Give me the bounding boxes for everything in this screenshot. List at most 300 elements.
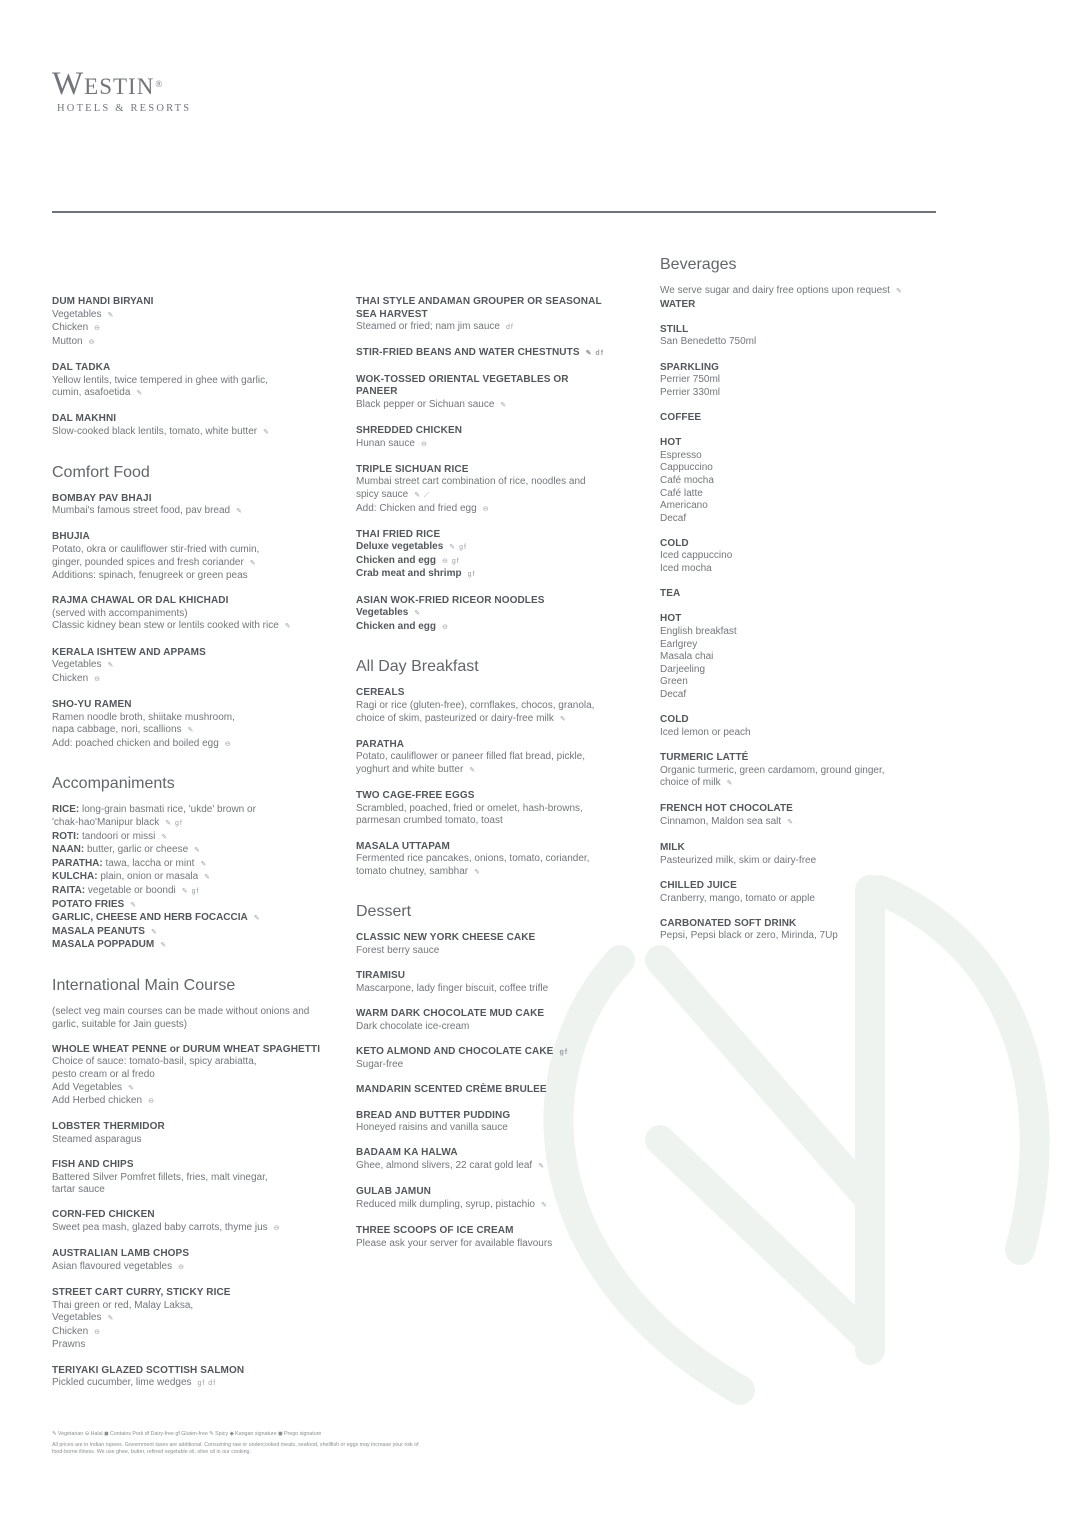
item-description: [52, 939, 322, 953]
item-description: [660, 765, 910, 778]
dietary-icon: ✎: [107, 311, 115, 319]
item-name: [660, 842, 910, 855]
dietary-icon: ⊖: [420, 440, 428, 448]
logo-subtitle: HOTELS & RESORTS: [57, 103, 192, 114]
item-text: Yellow lentils, twice tempered in ghee with garlic,: [52, 374, 268, 386]
item-name: [52, 699, 322, 712]
item-text: Please ask your server for available flavours: [356, 1237, 553, 1249]
item-text: Chicken: [52, 1325, 89, 1337]
item-description: [660, 299, 910, 312]
menu-item: [660, 880, 910, 905]
item-description: [356, 700, 606, 713]
item-label: Deluxe vegetables: [356, 541, 444, 553]
item-description: [52, 336, 322, 350]
item-text: Add: poached chicken and boiled egg: [52, 737, 219, 749]
item-text: Organic turmeric, green cardamom, ground ginger,: [660, 764, 885, 776]
header-divider: [52, 211, 936, 213]
item-text: Cranberry, mango, tomato or apple: [660, 892, 815, 904]
item-text: (select veg main courses can be made without onions and: [52, 1005, 310, 1017]
menu-item: [356, 1110, 606, 1135]
menu-column-1: [52, 296, 322, 1403]
item-description: [356, 1160, 606, 1174]
item-name-text: ASIAN WOK-FRIED RICEOR NOODLES: [356, 594, 545, 606]
item-description: [660, 626, 910, 639]
item-text: Black pepper or Sichuan sauce: [356, 398, 495, 410]
menu-item: [52, 1159, 322, 1197]
dietary-icon: ✎: [263, 428, 270, 436]
dietary-icon: ✎: [249, 559, 257, 567]
item-name-text: KERALA ISHTEW AND APPAMS: [52, 646, 206, 658]
item-name: [660, 918, 910, 931]
dietary-icon: df: [505, 324, 514, 332]
dietary-icon: ✎: [414, 610, 422, 618]
menu-item: [52, 1287, 322, 1352]
section-title: Accompaniments: [52, 775, 175, 793]
item-description: [52, 673, 322, 687]
menu-item: [52, 1121, 322, 1146]
item-text: Ghee, almond slivers, 22 carat gold leaf: [356, 1160, 533, 1172]
menu-item: [356, 1046, 606, 1072]
item-label: NAAN:: [52, 844, 85, 856]
item-name: [660, 412, 910, 425]
item-name-text: GULAB JAMUN: [356, 1186, 431, 1198]
item-description: [660, 893, 910, 906]
item-description: [52, 1222, 322, 1236]
item-label: KULCHA:: [52, 871, 98, 883]
item-description: [660, 727, 910, 740]
menu-item: [52, 1365, 322, 1391]
item-name-text: DAL TADKA: [52, 361, 111, 373]
item-text: choice of milk: [660, 777, 721, 789]
item-label: WATER: [660, 298, 696, 310]
item-text: Fermented rice pancakes, onions, tomato, coriander,: [356, 853, 590, 865]
item-description: [356, 1021, 606, 1034]
dietary-icon: gf df: [197, 1380, 217, 1388]
item-description: [660, 488, 910, 501]
item-description: [356, 438, 606, 452]
item-description: [52, 899, 322, 913]
item-name: [52, 493, 322, 506]
item-text: English breakfast: [660, 626, 737, 638]
item-name-text: WHOLE WHEAT PENNE or DURUM WHEAT SPAGHETTI: [52, 1043, 321, 1055]
item-text: garlic, suitable for Jain guests): [52, 1018, 188, 1030]
item-text: Café mocha: [660, 474, 714, 486]
item-name-text: BOMBAY PAV BHAJI: [52, 492, 152, 504]
item-text: tandoori or missi: [79, 830, 156, 842]
item-text: choice of skim, pasteurized or dairy-free milk: [356, 712, 554, 724]
dietary-icon: ✎: [107, 662, 115, 670]
item-description: [52, 1300, 322, 1313]
item-name-text: AUSTRALIAN LAMB CHOPS: [52, 1248, 190, 1260]
item-description: [356, 1238, 606, 1251]
menu-item: [52, 1044, 322, 1109]
menu-item: [52, 493, 322, 519]
item-text: Decaf: [660, 689, 687, 700]
item-description: [52, 620, 322, 634]
item-description: [660, 513, 910, 526]
item-text: parmesan crumbed tomato, toast: [356, 815, 503, 827]
item-name: [52, 1044, 322, 1057]
dietary-icon: ✎: [284, 623, 292, 631]
dietary-icon: ⊖ gf: [442, 557, 460, 565]
item-description: [356, 476, 606, 489]
item-description: [52, 858, 322, 872]
dietary-icon: ⊖: [442, 623, 449, 631]
item-description: [660, 387, 910, 400]
item-description: [660, 450, 910, 463]
item-text: vegetable or boondi: [85, 884, 176, 896]
item-description: [52, 1134, 322, 1147]
item-description: [52, 557, 322, 571]
dietary-icon: ⊖: [94, 1328, 102, 1336]
item-text: Decaf: [660, 512, 687, 524]
item-name-text: CEREALS: [356, 687, 405, 699]
item-description: [52, 375, 322, 388]
item-name: [356, 1008, 606, 1021]
item-text: yoghurt and white butter: [356, 764, 464, 775]
item-description: [660, 930, 910, 943]
menu-item: [52, 699, 322, 751]
item-description: [52, 804, 322, 817]
menu-footer: [52, 1431, 572, 1457]
dietary-icon: ⊖: [94, 325, 102, 333]
item-name: [660, 324, 910, 337]
item-name: [52, 1365, 322, 1378]
item-text: butter, garlic or cheese: [84, 844, 189, 856]
item-text: napa cabbage, nori, scallions: [52, 724, 182, 736]
menu-section: [356, 658, 606, 879]
item-description: [660, 689, 910, 702]
item-text: We serve sugar and dairy free options upon request: [660, 285, 890, 296]
menu-item: [52, 1006, 322, 1031]
item-text: Sugar-free: [356, 1059, 404, 1071]
item-name: [52, 1209, 322, 1222]
item-text: ginger, pounded spices and fresh coriander: [52, 556, 244, 568]
item-label: MASALA PEANUTS: [52, 925, 145, 937]
item-text: cumin, asafoetida: [52, 387, 131, 399]
dietary-icon: ✎: [538, 1163, 546, 1171]
dietary-icon: ✎: [200, 860, 208, 868]
item-name: [356, 1225, 606, 1238]
menu-item: [660, 714, 910, 739]
menu-item: [356, 374, 606, 413]
menu-item: [52, 595, 322, 634]
item-name-text: CORN-FED CHICKEN: [52, 1209, 155, 1221]
item-text: Iced cappuccino: [660, 550, 733, 562]
item-text: Pasteurized milk, skim or dairy-free: [660, 854, 817, 866]
item-label: POTATO FRIES: [52, 898, 125, 910]
item-text: Pepsi, Pepsi black or zero, Mirinda, 7Up: [660, 930, 838, 942]
item-description: [660, 816, 910, 830]
item-text: Scrambled, poached, fried or omelet, hash-browns,: [356, 802, 583, 814]
item-text: Cinnamon, Maldon sea salt: [660, 815, 782, 827]
item-name-text: WARM DARK CHOCOLATE MUD CAKE: [356, 1007, 545, 1019]
item-description: [356, 866, 606, 880]
dietary-icon: ✎ gf: [165, 820, 183, 827]
dietary-icon: ✎: [559, 715, 567, 723]
menu-item: [660, 588, 910, 601]
item-description: [356, 399, 606, 413]
item-name: [356, 790, 606, 803]
dietary-icon: ✎: [128, 1084, 135, 1092]
item-name: [660, 588, 910, 601]
item-text: long-grain basmati rice, 'ukde' brown or: [79, 804, 256, 816]
item-name: [52, 595, 322, 608]
item-description: [52, 1056, 322, 1069]
item-name-text: TERIYAKI GLAZED SCOTTISH SALMON: [52, 1364, 245, 1376]
menu-item: [356, 841, 606, 880]
item-label: PARATHA:: [52, 857, 103, 869]
dietary-icon: ⊖: [482, 505, 490, 513]
menu-item: [356, 464, 606, 516]
item-text: Iced mocha: [660, 563, 712, 575]
item-name-text: SHREDDED CHICKEN: [356, 424, 463, 436]
item-description: [660, 475, 910, 488]
item-text: Chicken: [52, 322, 89, 334]
menu-item: [356, 1147, 606, 1173]
dietary-icon: ✎: [253, 915, 261, 923]
menu-item: [660, 803, 910, 829]
menu-item: [356, 529, 606, 582]
item-description: [52, 817, 322, 831]
item-name-text: SHO-YU RAMEN: [52, 699, 132, 711]
logo-wordmark: Westin: [52, 66, 155, 102]
menu-item: [356, 347, 606, 361]
dietary-icon: ✎: [161, 833, 169, 841]
item-text: Mumbai's famous street food, pav bread: [52, 505, 231, 517]
dietary-icon: ✎ df: [585, 350, 605, 358]
item-name-text: DAL MAKHNI: [52, 413, 117, 425]
menu-item: [356, 1084, 606, 1097]
item-name-text: STILL: [660, 323, 689, 335]
item-name: [356, 347, 606, 361]
item-label: MASALA POPPADUM: [52, 939, 155, 951]
item-description: [356, 568, 606, 582]
item-text: (served with accompaniments): [52, 607, 188, 619]
item-description: [52, 1377, 322, 1391]
logo-registered-mark: ®: [155, 79, 164, 89]
item-text: Chicken: [52, 672, 89, 684]
item-name: [356, 296, 606, 321]
item-name-text: COFFEE: [660, 411, 702, 423]
item-name-text: PARATHA: [356, 738, 405, 750]
item-label: RICE:: [52, 804, 80, 816]
dietary-icon: ✎: [136, 390, 144, 398]
menu-item: [52, 804, 322, 953]
item-description: [356, 764, 606, 778]
item-text: Choice of sauce: tomato-basil, spicy arabiatta,: [52, 1056, 257, 1068]
menu-item: [660, 752, 910, 791]
menu-item: [356, 970, 606, 995]
item-label: Vegetables: [356, 607, 409, 619]
item-description: [52, 426, 322, 440]
item-name: [660, 714, 910, 727]
item-description: [52, 912, 322, 926]
item-text: Steamed or fried; nam jim sauce: [356, 321, 500, 333]
section-title: International Main Course: [52, 976, 236, 994]
item-text: Potato, okra or cauliflower stir-fried with cumin,: [52, 543, 260, 555]
item-name: [356, 1084, 606, 1097]
dietary-icon: ✎ gf: [449, 544, 467, 552]
dietary-icon: ⊖: [148, 1098, 155, 1106]
item-name-text: HOT: [660, 437, 682, 449]
dietary-icon: ✎: [895, 288, 903, 295]
footer-note: food-borne illness. We use ghee, butter, refined vegetable oil, olive oil in our cooking.: [52, 1449, 251, 1455]
item-name-text: MASALA UTTAPAM: [356, 840, 450, 852]
item-description: [52, 1312, 322, 1326]
item-text: Ramen noodle broth, shiitake mushroom,: [52, 711, 235, 723]
item-name: [356, 932, 606, 945]
item-name-text: SPARKLING: [660, 361, 720, 373]
dietary-icon: ✎: [236, 508, 243, 516]
item-description: [356, 945, 606, 958]
item-name-text: WOK-TOSSED ORIENTAL VEGETABLES OR PANEER: [356, 373, 569, 398]
item-description: [660, 639, 910, 652]
menu-item: [660, 918, 910, 943]
item-description: [52, 1006, 322, 1019]
item-label: ROTI:: [52, 830, 80, 842]
item-name: [356, 739, 606, 752]
item-name-text: RAJMA CHAWAL OR DAL KHICHADI: [52, 595, 229, 607]
item-text: Dark chocolate ice-cream: [356, 1020, 470, 1032]
dietary-icon: ⊖: [88, 338, 96, 346]
item-text: Add Herbed chicken: [52, 1095, 143, 1107]
dietary-icon: ✎: [130, 901, 138, 909]
item-text: Reduced milk dumpling, syrup, pistachio: [356, 1198, 535, 1210]
item-description: [660, 676, 910, 689]
item-name-text: FISH AND CHIPS: [52, 1159, 134, 1171]
item-name: [356, 841, 606, 854]
item-name-text: TWO CAGE-FREE EGGS: [356, 790, 475, 802]
item-text: Masala chai: [660, 651, 714, 663]
item-text: pesto cream or al fredo: [52, 1068, 155, 1080]
item-name-text: CLASSIC NEW YORK CHEESE CAKE: [356, 932, 536, 944]
item-name: [356, 1110, 606, 1123]
menu-section: [52, 977, 322, 1391]
item-text: Potato, cauliflower or paneer filled flat bread, pickle,: [356, 751, 586, 763]
menu-item: [356, 1008, 606, 1033]
item-name: [52, 1159, 322, 1172]
dietary-icon: ✎: [726, 780, 734, 788]
item-text: San Benedetto 750ml: [660, 336, 757, 348]
item-name-text: MILK: [660, 842, 685, 854]
menu-item: [356, 595, 606, 635]
menu-item: [356, 1186, 606, 1212]
menu-item: [660, 324, 910, 349]
item-description: [356, 621, 606, 635]
item-description: [52, 608, 322, 621]
menu-item: [356, 687, 606, 726]
dietary-icon: ✎: [150, 928, 158, 936]
dietary-icon: ✎: [160, 942, 168, 950]
item-description: [356, 751, 606, 764]
footer-note: All prices are in Indian rupees. Government taxes are additional. Consuming raw or undercooked meats, seafood, shellfish or eggs may increase your risk of: [52, 1441, 419, 1448]
item-description: [660, 500, 910, 513]
item-description: [660, 550, 910, 563]
item-name: [52, 1121, 322, 1134]
item-description: [52, 1069, 322, 1082]
item-text: tomato chutney, sambhar: [356, 865, 469, 877]
item-name: [660, 538, 910, 551]
dietary-icon: ⊖: [273, 1225, 281, 1233]
item-description: [52, 1172, 322, 1185]
item-description: [356, 713, 606, 727]
item-description: [660, 336, 910, 349]
item-description: [52, 322, 322, 336]
item-description: [52, 738, 322, 752]
item-description: [660, 462, 910, 475]
item-text: Prawns: [52, 1339, 86, 1351]
item-label: Crab meat and shrimp: [356, 568, 462, 580]
item-text: Sweet pea mash, glazed baby carrots, thyme jus: [52, 1222, 268, 1234]
item-name: [356, 595, 606, 608]
item-text: Americano: [660, 500, 708, 512]
menu-item: [52, 1248, 322, 1274]
menu-section: [52, 775, 322, 953]
dietary-legend: ✎ Vegetarian ⊖ Halal ◼ Contains Pork df Dairy-free gf Gluten-free ✎ Spicy ◆ Kangan signature ◼ Prego signature: [52, 1431, 322, 1437]
item-text: Perrier 330ml: [660, 386, 721, 398]
item-description: [660, 651, 910, 664]
item-text: Mutton: [52, 335, 83, 347]
item-description: [356, 983, 606, 996]
item-name-text: MANDARIN SCENTED CRÈME BRULEE: [356, 1084, 547, 1096]
menu-item: [52, 1209, 322, 1235]
menu-item: [660, 285, 910, 311]
item-description: [52, 1326, 322, 1340]
dietary-icon: gf: [467, 571, 476, 579]
menu-section: [52, 296, 322, 440]
item-text: Honeyed raisins and vanilla sauce: [356, 1122, 508, 1134]
item-description: [356, 607, 606, 621]
item-description: [52, 1095, 322, 1109]
item-name: [52, 1287, 322, 1300]
menu-item: [660, 437, 910, 525]
item-label: GARLIC, CHEESE AND HERB FOCACCIA: [52, 912, 248, 924]
item-description: [52, 831, 322, 845]
item-description: [660, 374, 910, 387]
menu-column-3: [660, 256, 910, 955]
item-name-text: TURMERIC LATTÉ: [660, 751, 749, 763]
item-name-text: TEA: [660, 588, 681, 600]
section-title: Beverages: [660, 256, 737, 273]
item-name-text: COLD: [660, 537, 689, 549]
dietary-icon: ✎: [474, 868, 481, 876]
menu-item: [660, 412, 910, 425]
item-description: [660, 777, 910, 791]
menu-item: [356, 739, 606, 778]
item-description: [356, 555, 606, 569]
item-text: tawa, laccha or mint: [102, 857, 195, 869]
item-text: 'chak-hao'Manipur black: [52, 817, 160, 828]
item-text: Mumbai street cart combination of rice, noodles and: [356, 476, 586, 488]
item-description: [52, 1339, 322, 1352]
item-text: Perrier 750ml: [660, 374, 721, 386]
item-description: [52, 309, 322, 323]
item-name-text: TIRAMISU: [356, 970, 406, 982]
item-name: [356, 687, 606, 700]
item-description: [52, 1082, 322, 1096]
item-description: [356, 815, 606, 828]
item-description: [356, 803, 606, 816]
item-name: [356, 1186, 606, 1199]
item-text: Vegetables: [52, 659, 102, 671]
item-label: Chicken and egg: [356, 620, 437, 632]
item-description: [52, 871, 322, 885]
dietary-icon: gf: [559, 1048, 569, 1056]
menu-item: [52, 296, 322, 349]
item-name-text: BADAAM KA HALWA: [356, 1147, 458, 1159]
item-description: [356, 1122, 606, 1135]
